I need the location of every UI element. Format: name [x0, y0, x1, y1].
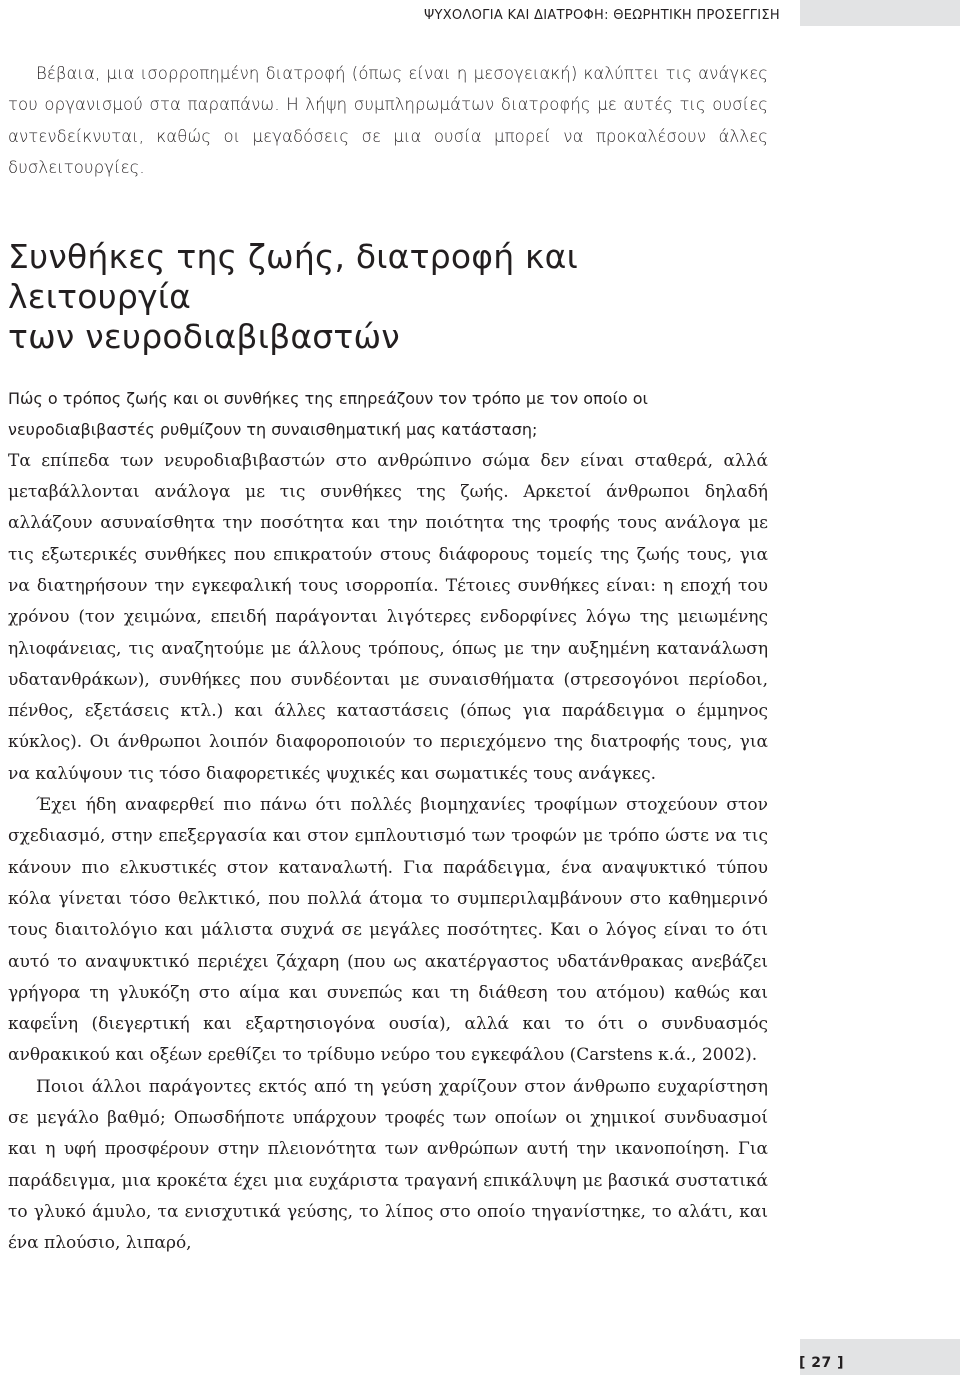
section-heading: [8, 237, 768, 357]
lead-question: Πώς ο τρόπος ζωής και οι συνθήκες της επηρεάζουν τον τρόπο με τον οποίο οι νευροδιαβιβαστές ρυθμίζουν τη συναισθηματική μας κατάσταση;: [8, 389, 648, 440]
header-tab-decoration: [800, 0, 960, 26]
body-paragraph-2: Έχει ήδη αναφερθεί πιο πάνω ότι πολλές βιομηχανίες τροφίμων στοχεύουν στον σχεδιασμό, στην επεξεργασία και στον εμπλουτισμό των τροφών με τρόπο ώστε να τις κάνουν πιο ελκυστικές στον καταναλωτή. Για παράδειγμα, ένα αναψυκτικό τύπου κόλα γίνεται τόσο θελκτικό, που πολλά άτομα το συμπεριλαμβάνουν στο καθημερινό τους διαιτολόγιο και μάλιστα συχνά σε μεγάλες ποσότητες. Και ο λόγος είναι το ότι αυτό το αναψυκτικό περιέχει ζάχαρη (που ως ακατέργαστος υδατάνθρακας ανεβάζει γρήγορα τη γλυκόζη στο αίμα και συνεπώς και τη διάθεση του ατόμου) καθώς και καφεΐνη (διεγερτική και εξαρτησιογόνα ουσία), αλλά και το ότι ο συνδυασμός ανθρακικού και οξέων ερεθίζει το τρίδυμο νεύρο του εγκεφάλου (Carstens κ.ά., 2002).: [8, 795, 768, 1066]
intro-paragraph: Βέβαια, μια ισορροπημένη διατροφή (όπως είναι η μεσογειακή) καλύπτει τις ανάγκες του οργανισμού στα παραπάνω. Η λήψη συμπληρωμάτων διατροφής με αυτές τις ουσίες αντενδείκνυται, καθώς οι μεγαδόσεις σε μια ουσία μπορεί να προκαλέσουν άλλες δυσλειτουργίες.: [8, 64, 768, 177]
section-heading-line-2: των νευροδιαβιβαστών: [8, 317, 400, 357]
page-number: [ 27 ]: [798, 1355, 844, 1371]
section-heading-line-1: Συνθήκες της ζωής, διατροφή και λειτουργία: [8, 237, 578, 317]
body-paragraph-3: Ποιοι άλλοι παράγοντες εκτός από τη γεύση χαρίζουν στον άνθρωπο ευχαρίστηση σε μεγάλο βαθμό; Οπωσδήποτε υπάρχουν τροφές των οποίων οι χημικοί συνδυασμοί και η υφή προσφέρουν στην πλειονότητα των ανθρώπων αυτή την ικανοποίηση. Για παράδειγμα, μια κροκέτα έχει μια ευχάριστα τραγανή επικάλυψη με βασικά συστατικά το γλυκό άμυλο, τα ενισχυτικά γεύσης, το λίπος στο οποίο τηγανίστηκε, το αλάτι, και ένα πλούσιο, λιπαρό,: [8, 1076, 768, 1254]
running-header: ΨΥΧΟΛΟΓΙΑ ΚΑΙ ΔΙΑΤΡΟΦΗ: ΘΕΩΡΗΤΙΚΗ ΠΡΟΣΕΓΓΙΣΗ: [423, 8, 780, 23]
body-paragraph-1: Τα επίπεδα των νευροδιαβιβαστών στο ανθρώπινο σώμα δεν είναι σταθερά, αλλά μεταβάλλονται ανάλογα με τις συνθήκες της ζωής. Αρκετοί άνθρωποι δηλαδή αλλάζουν ασυναίσθητα την ποσότητα και την ποιότητα της τροφής τους ανάλογα με τις εξωτερικές συνθήκες που επικρατούν στους διάφορους τομείς της ζωής τους, για να διατηρήσουν την εγκεφαλική τους ισορροπία. Τέτοιες συνθήκες είναι: η εποχή του χρόνου (τον χειμώνα, επειδή παράγονται λιγότερες ενδορφίνες λόγω της μειωμένης ηλιοφάνειας, τις αναζητούμε με άλλους τρόπους, όπως με την αυξημένη κατανάλωση υδατανθράκων), συνθήκες που συνδέονται με συναισθήματα (στρεσογόνοι περίοδοι, πένθος, εξετάσεις κτλ.) και άλλες καταστάσεις (όπως για παράδειγμα ο έμμηνος κύκλος). Οι άνθρωποι λοιπόν διαφοροποιούν το περιεχόμενο της διατροφής τους, για να καλύψουν τις τόσο διαφορετικές ψυχικές και σωματικές τους ανάγκες.: [8, 450, 768, 784]
page-content: [8, 58, 768, 1260]
